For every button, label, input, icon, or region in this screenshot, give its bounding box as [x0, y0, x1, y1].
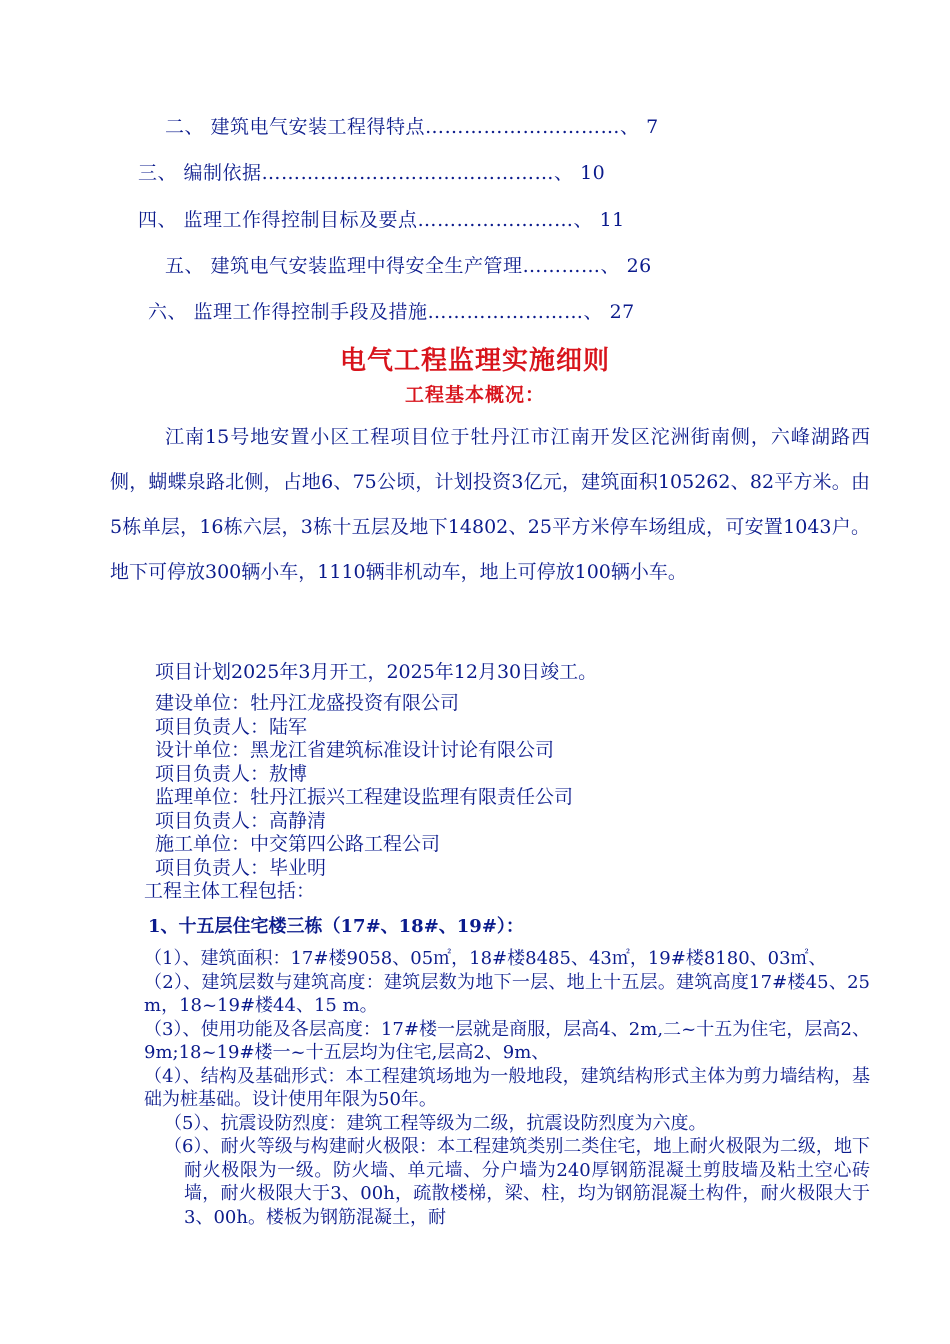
toc-item-2: 二、 建筑电气安装工程得特点…………………………、 7 — [165, 116, 659, 138]
schedule-text: 项目计划2025年3月开工，2025年12月30日竣工。 — [155, 661, 598, 683]
toc-item-3: 三、 编制依据………………………………………、 10 — [138, 162, 606, 184]
construction-unit-manager: 项目负责人：陆军 — [155, 716, 308, 738]
detail-building-area: （1）、建筑面积：17#楼9058、05㎡，18#楼8485、43㎡，19#楼8180、03㎡、 — [144, 948, 827, 969]
detail-floors-height: （2）、建筑层数与建筑高度：建筑层数为地下一层、地上十五层。建筑高度17#楼45、25 m，18~19#楼44、15 m。 — [144, 971, 870, 1016]
section-heading-15-storey: 1、十五层住宅楼三栋（17#、18#、19#）： — [148, 916, 524, 937]
contractor-unit-manager: 项目负责人：毕业明 — [155, 857, 327, 879]
overview-paragraph: 江南15号地安置小区工程项目位于牡丹江市江南开发区沱洲街南侧，六峰湖路西侧，蝴蝶泉路北侧，占地6、75公顷，计划投资3亿元，建筑面积105262、82平方米。由5栋单层，16栋六层，3栋十五层及地下14802、25平方米停车场组成，可安置1043户。地下可停放300辆小车，1110辆非机动车，地上可停放100辆小车。 — [110, 426, 870, 583]
design-unit: 设计单位：黑龙江省建筑标准设计讨论有限公司 — [155, 739, 555, 761]
document-title: 电气工程监理实施细则 — [339, 346, 610, 376]
scope-label: 工程主体工程包括： — [144, 880, 316, 902]
supervision-unit-manager: 项目负责人：高静清 — [155, 810, 327, 832]
detail-structure-foundation: （4）、结构及基础形式：本工程建筑场地为一般地段，建筑结构形式主体为剪力墙结构，基础为桩基础。设计使用年限为50年。 — [144, 1065, 870, 1110]
building-details — [144, 947, 870, 1229]
design-unit-manager: 项目负责人：敖博 — [155, 763, 308, 785]
construction-unit: 建设单位：牡丹江龙盛投资有限公司 — [155, 692, 460, 714]
contractor-unit: 施工单位：中交第四公路工程公司 — [155, 833, 441, 855]
detail-usage-floor-height: （3）、使用功能及各层高度：17#楼一层就是商服，层高4、2m,二~十五为住宅，层高2、9m;18~19#楼一~十五层均为住宅,层高2、9m、 — [144, 1018, 870, 1063]
detail-fire-rating: （6）、耐火等级与构建耐火极限：本工程建筑类别二类住宅，地上耐火极限为二级，地下耐火极限为一级。防火墙、单元墙、分户墙为240厚钢筋混凝土剪肢墙及粘土空心砖墙，耐火极限大于3、00h，疏散楼梯，梁、柱，均为钢筋混凝土构件，耐火极限大于3、00h。楼板为钢筋混凝土，耐 — [164, 1136, 870, 1228]
detail-seismic: （5）、抗震设防烈度：建筑工程等级为二级，抗震设防烈度为六度。 — [164, 1112, 707, 1134]
section-subtitle: 工程基本概况： — [404, 384, 545, 406]
supervision-unit: 监理单位：牡丹江振兴工程建设监理有限责任公司 — [155, 786, 574, 808]
toc-item-5: 五、 建筑电气安装监理中得安全生产管理…………、 26 — [165, 255, 652, 277]
toc-item-6: 六、 监理工作得控制手段及措施……………………、 27 — [148, 301, 635, 323]
toc-item-4: 四、 监理工作得控制目标及要点……………………、 11 — [138, 209, 625, 231]
